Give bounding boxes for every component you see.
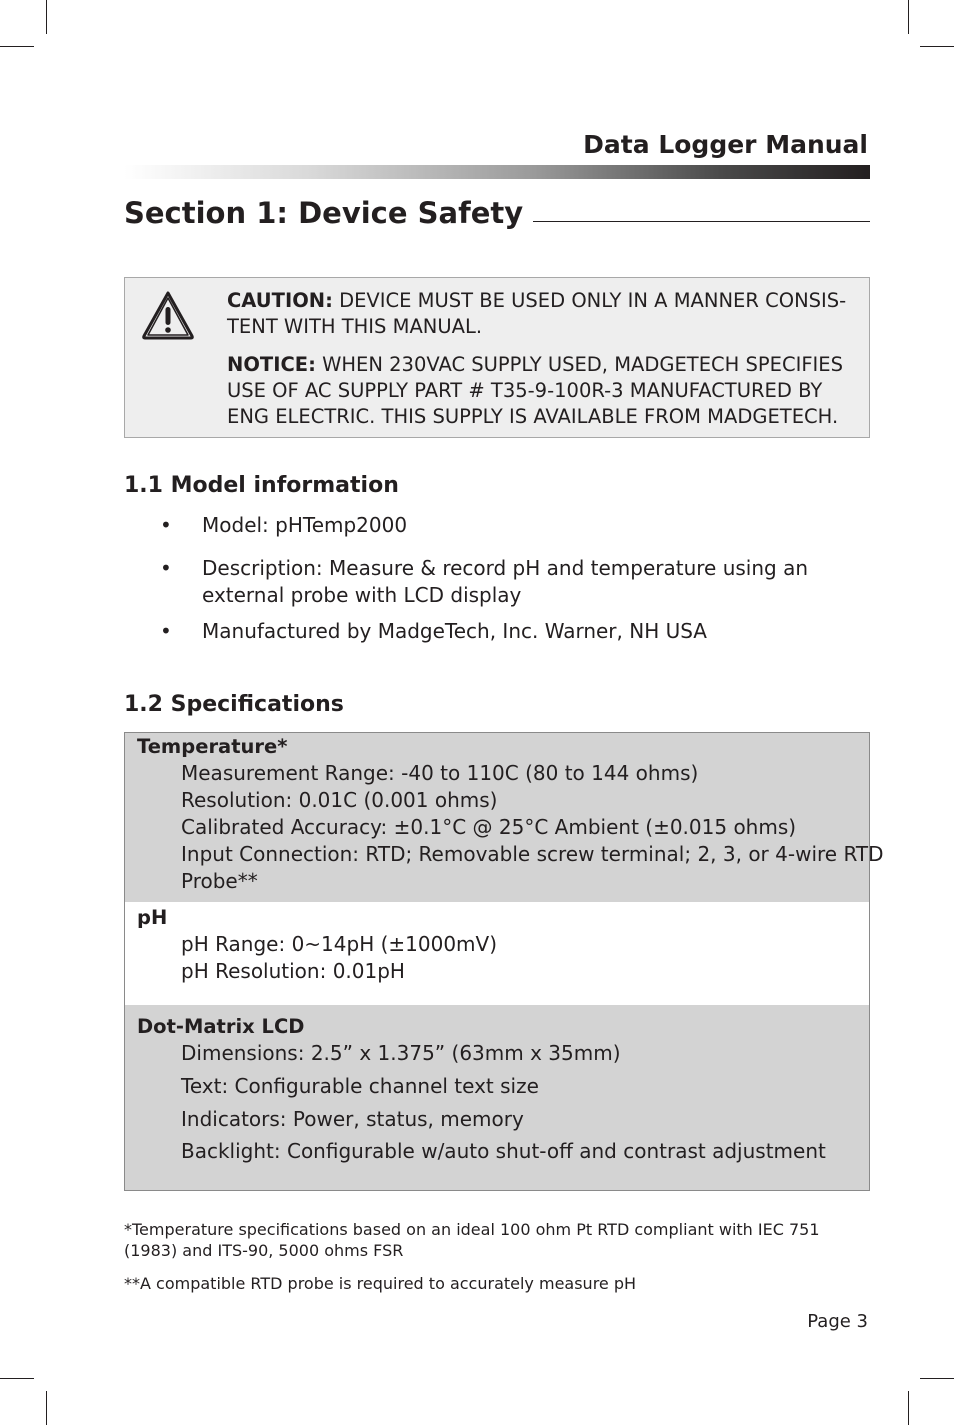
crop-mark	[46, 0, 47, 34]
bullet-glyph: •	[160, 556, 172, 580]
bullet-glyph: •	[160, 513, 172, 537]
model-info-list	[124, 512, 870, 654]
section-title-rule	[533, 221, 870, 222]
list-item	[124, 555, 870, 609]
spec-group-lcd	[125, 1005, 869, 1190]
caution-paragraph	[227, 288, 867, 340]
model-info-heading: 1.1 Model information	[124, 473, 399, 498]
spec-group-title: pH	[137, 906, 168, 929]
section-title	[124, 196, 870, 230]
spec-group-temperature	[125, 733, 884, 902]
spec-group-title: Dot-Matrix LCD	[137, 1015, 305, 1038]
running-header: Data Logger Manual	[583, 130, 868, 159]
header-gradient-bar	[124, 165, 870, 179]
warning-triangle-icon	[141, 290, 195, 340]
notice-paragraph	[227, 352, 867, 430]
list-item	[124, 618, 870, 645]
crop-mark	[46, 1391, 47, 1425]
footnote-temperature: *Temperature specifications based on an ideal 100 ohm Pt RTD compliant with IEC 751 (1983) and ITS-90, 5000 ohms FSR	[124, 1220, 820, 1260]
crop-mark	[908, 1391, 909, 1425]
bullet-glyph: •	[160, 619, 172, 643]
spec-line: pH Range: 0~14pH (±1000mV)	[181, 932, 498, 956]
caution-text	[227, 288, 867, 442]
crop-mark	[0, 1378, 34, 1379]
section-title-text: Section 1: Device Safety	[124, 196, 524, 230]
footnote-rtd-probe: **A compatible RTD probe is required to accurately measure pH	[124, 1274, 637, 1293]
caution-label: CAUTION:	[227, 289, 333, 312]
specifications-heading: 1.2 Specifications	[124, 692, 344, 717]
spec-line: pH Resolution: 0.01pH	[181, 959, 405, 983]
crop-mark	[920, 46, 954, 47]
spec-line: Measurement Range: -40 to 110C (80 to 144 ohms)	[181, 761, 699, 785]
spec-line: Dimensions: 2.5” x 1.375” (63mm x 35mm)	[181, 1041, 621, 1065]
notice-body: WHEN 230VAC SUPPLY USED, MADGETECH SPECIFIES USE OF AC SUPPLY PART # T35-9-100R-3 MANUFACTURED BY ENG ELECTRIC. THIS SUPPLY IS AVAILABLE FROM MADGETECH.	[227, 353, 844, 428]
spec-line: Probe**	[181, 869, 258, 893]
specifications-table	[124, 732, 884, 1191]
list-item-text: Model: pHTemp2000	[202, 513, 408, 537]
caution-body: DEVICE MUST BE USED ONLY IN A MANNER CONSIS- TENT WITH THIS MANUAL.	[227, 289, 847, 338]
caution-box	[124, 277, 870, 438]
crop-mark	[0, 46, 34, 47]
crop-mark	[920, 1378, 954, 1379]
notice-label: NOTICE:	[227, 353, 316, 376]
list-item-text: Manufactured by MadgeTech, Inc. Warner, NH USA	[202, 619, 707, 643]
list-item-text: Description: Measure & record pH and temperature using an external probe with LCD display	[202, 556, 809, 607]
spec-line: Input Connection: RTD; Removable screw terminal; 2, 3, or 4-wire RTD	[181, 842, 884, 866]
spec-line: Indicators: Power, status, memory	[181, 1107, 524, 1131]
spec-line: Text: Configurable channel text size	[181, 1074, 539, 1098]
spec-line: Backlight: Configurable w/auto shut-off and contrast adjustment	[181, 1139, 826, 1163]
spec-line: Calibrated Accuracy: ±0.1°C @ 25°C Ambient (±0.015 ohms)	[181, 815, 797, 839]
spec-line: Resolution: 0.01C (0.001 ohms)	[181, 788, 498, 812]
spec-group-ph	[125, 902, 869, 1005]
page-number: Page 3	[807, 1311, 868, 1332]
spec-group-title: Temperature*	[137, 735, 288, 758]
crop-mark	[908, 0, 909, 34]
list-item	[124, 512, 870, 539]
